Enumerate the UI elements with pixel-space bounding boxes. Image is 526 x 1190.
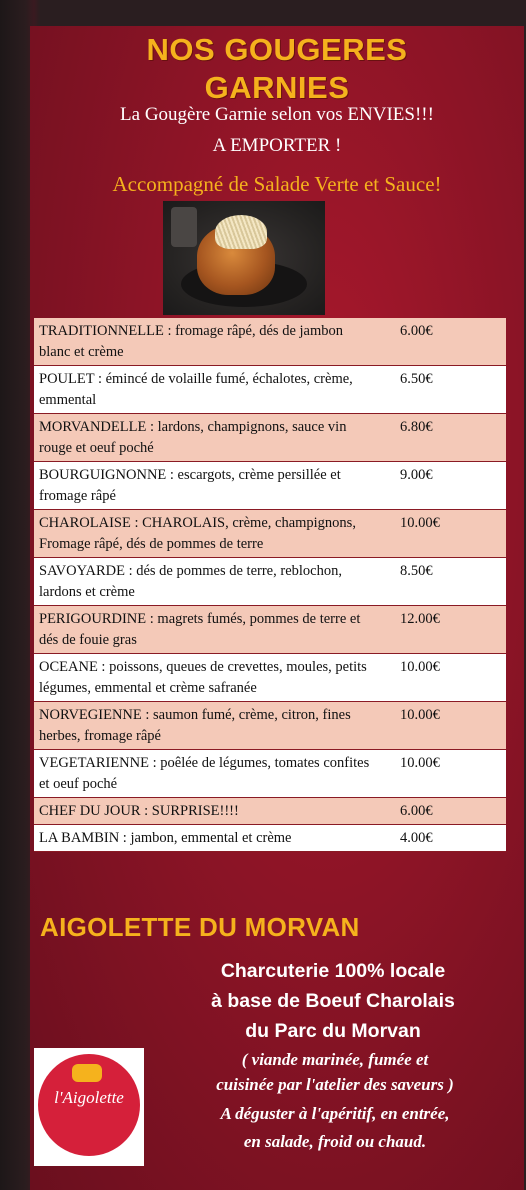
- menu-item-price: 6.00€: [400, 323, 433, 339]
- aigolette-line-1: Charcuterie 100% locale: [220, 960, 446, 982]
- aigolette-italic-4: en salade, froid ou chaud.: [243, 1132, 427, 1151]
- menu-item-price: 6.80€: [400, 419, 433, 435]
- aigolette-italic-2: cuisinée par l'atelier des saveurs ): [216, 1075, 454, 1094]
- aigolette-title: AIGOLETTE DU MORVAN: [40, 912, 360, 942]
- menu-item: [34, 366, 506, 414]
- menu-item-description: OCEANE : poissons, queues de crevettes, moules, petits légumes, emmental et crème safranée: [39, 659, 367, 696]
- gougere-menu-list: [34, 318, 506, 852]
- cow-icon: [72, 1064, 102, 1082]
- aigolette-line-3: du Parc du Morvan: [245, 1020, 421, 1042]
- menu-item-description: BOURGUIGNONNE : escargots, crème persillée et fromage râpé: [39, 467, 341, 504]
- menu-item-price: 9.00€: [400, 467, 433, 483]
- aigolette-italic-1: ( viande marinée, fumée et: [241, 1050, 429, 1069]
- menu-item: [34, 414, 506, 462]
- menu-item-description: POULET : émincé de volaille fumé, échalotes, crème, emmental: [39, 371, 353, 408]
- menu-item-description: LA BAMBIN : jambon, emmental et crème: [39, 830, 292, 846]
- menu-item: [34, 510, 506, 558]
- menu-item-description: PERIGOURDINE : magrets fumés, pommes de terre et dés de fouie gras: [39, 611, 361, 648]
- menu-item-description: CHEF DU JOUR : SURPRISE!!!!: [39, 803, 239, 819]
- menu-item: [34, 558, 506, 606]
- title-line-1: NOS GOUGERES: [146, 32, 408, 67]
- menu-item-price: 6.50€: [400, 371, 433, 387]
- menu-item-price: 8.50€: [400, 563, 433, 579]
- menu-item-price: 6.00€: [400, 803, 433, 819]
- subtitle-line-2: A EMPORTER !: [212, 135, 342, 156]
- menu-item: [34, 462, 506, 510]
- title-line-2: GARNIES: [204, 70, 350, 105]
- menu-item-price: 10.00€: [400, 659, 440, 675]
- logo-brand-text: l'Aigolette: [54, 1088, 124, 1107]
- menu-item: [34, 750, 506, 798]
- photo-glass: [171, 207, 197, 247]
- photo-cheese: [215, 215, 267, 249]
- menu-item: [34, 606, 506, 654]
- menu-item: [34, 798, 506, 825]
- menu-item-description: MORVANDELLE : lardons, champignons, sauce vin rouge et oeuf poché: [39, 419, 347, 456]
- menu-item: [34, 318, 506, 366]
- menu-item: [34, 825, 506, 852]
- aigolette-line-2: à base de Boeuf Charolais: [211, 990, 455, 1012]
- menu-item-price: 10.00€: [400, 707, 440, 723]
- gougere-photo: [163, 201, 325, 315]
- aigolette-italic-3: A déguster à l'apéritif, en entrée,: [220, 1104, 450, 1123]
- aigolette-logo: [34, 1048, 144, 1166]
- menu-item-price: 10.00€: [400, 515, 440, 531]
- menu-item-description: TRADITIONNELLE : fromage râpé, dés de jambon blanc et crème: [39, 323, 343, 360]
- menu-item-description: VEGETARIENNE : poêlée de légumes, tomates confites et oeuf poché: [39, 755, 370, 792]
- menu-item-price: 12.00€: [400, 611, 440, 627]
- menu-item-description: CHAROLAISE : CHAROLAIS, crème, champignons, Fromage râpé, dés de pommes de terre: [39, 515, 356, 552]
- menu-item: [34, 654, 506, 702]
- menu-item-price: 4.00€: [400, 830, 433, 846]
- menu-item-price: 10.00€: [400, 755, 440, 771]
- menu-item-description: NORVEGIENNE : saumon fumé, crème, citron, fines herbes, fromage râpé: [39, 707, 351, 744]
- menu-item: [34, 702, 506, 750]
- menu-item-description: SAVOYARDE : dés de pommes de terre, reblochon, lardons et crème: [39, 563, 342, 600]
- subtitle-line-1: La Gougère Garnie selon vos ENVIES!!!: [120, 104, 434, 125]
- accompaniment-text: Accompagné de Salade Verte et Sauce!: [112, 172, 442, 196]
